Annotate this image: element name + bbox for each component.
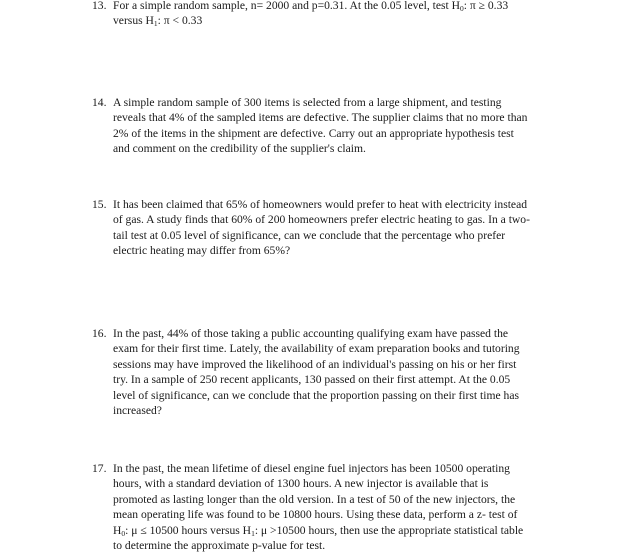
question-line: try. In a sample of 250 recent applicants, 130 passed on their first attempt. At the 0.05 — [113, 373, 511, 387]
question-line: mean operating life was found to be 10800 hours. Using these data, perform a z- test of — [113, 508, 518, 522]
question-line: hours, with a standard deviation of 1300 hours. A new injector is available that is — [113, 477, 489, 491]
question-line: It has been claimed that 65% of homeowners would prefer to heat with electricity instead — [113, 198, 528, 211]
question-line: sessions may have improved the likelihood of an individual's passing on his or her first — [113, 357, 517, 371]
question-line: 2% of the items in the shipment are defective. Carry out an appropriate hypothesis test — [113, 126, 514, 140]
question-text — [113, 461, 572, 553]
question-text — [113, 326, 572, 418]
question-number: 15. — [92, 198, 107, 211]
question-17 — [92, 461, 572, 553]
question-line: tail test at 0.05 level of significance, can we conclude that the percentage who prefer — [113, 228, 506, 242]
question-text — [113, 95, 572, 157]
question-16 — [92, 326, 572, 418]
question-line: versus $H_1$: π < 0.33 — [113, 14, 203, 29]
question-line: For a simple random sample, n= 2000 and p=0.31. At the 0.05 level, test $H_0$: π ≥ 0.33 — [113, 0, 509, 13]
question-line: promoted as lasting longer than the old version. In a test of 50 of the new injectors, the — [113, 492, 516, 506]
question-line: A simple random sample of 300 items is selected from a large shipment, and testing — [113, 96, 502, 109]
question-number: 13. — [92, 0, 107, 12]
question-number: 14. — [92, 96, 107, 109]
question-line: electric heating may differ from 65%? — [113, 244, 291, 258]
question-number: 17. — [92, 462, 107, 475]
question-line: In the past, the mean lifetime of diesel engine fuel injectors has been 10500 operating — [113, 462, 510, 475]
question-line: $H_0$: μ ≤ 10500 hours versus $H_1$: μ >10500 hours, then use the appropriate statistical table — [113, 523, 524, 538]
question-text — [113, 0, 572, 29]
question-line: to determine the approximate p-value for test. — [113, 539, 326, 553]
question-line: increased? — [113, 404, 162, 418]
question-line: exam for their first time. Lately, the availability of exam preparation books and tutoring — [113, 342, 520, 356]
question-line: level of significance, can we conclude that the proportion passing on their first time has — [113, 388, 519, 402]
question-line: of gas. A study finds that 60% of 200 homeowners prefer electric heating to gas. In a two- — [113, 213, 530, 227]
question-line: and comment on the credibility of the supplier's claim. — [113, 142, 366, 156]
question-13 — [92, 0, 572, 29]
question-line: reveals that 4% of the sampled items are defective. The supplier claims that no more than — [113, 111, 528, 125]
question-number: 16. — [92, 327, 107, 340]
question-15 — [92, 197, 572, 259]
question-14 — [92, 95, 572, 157]
question-line: In the past, 44% of those taking a public accounting qualifying exam have passed the — [113, 327, 509, 340]
question-text — [113, 197, 572, 259]
